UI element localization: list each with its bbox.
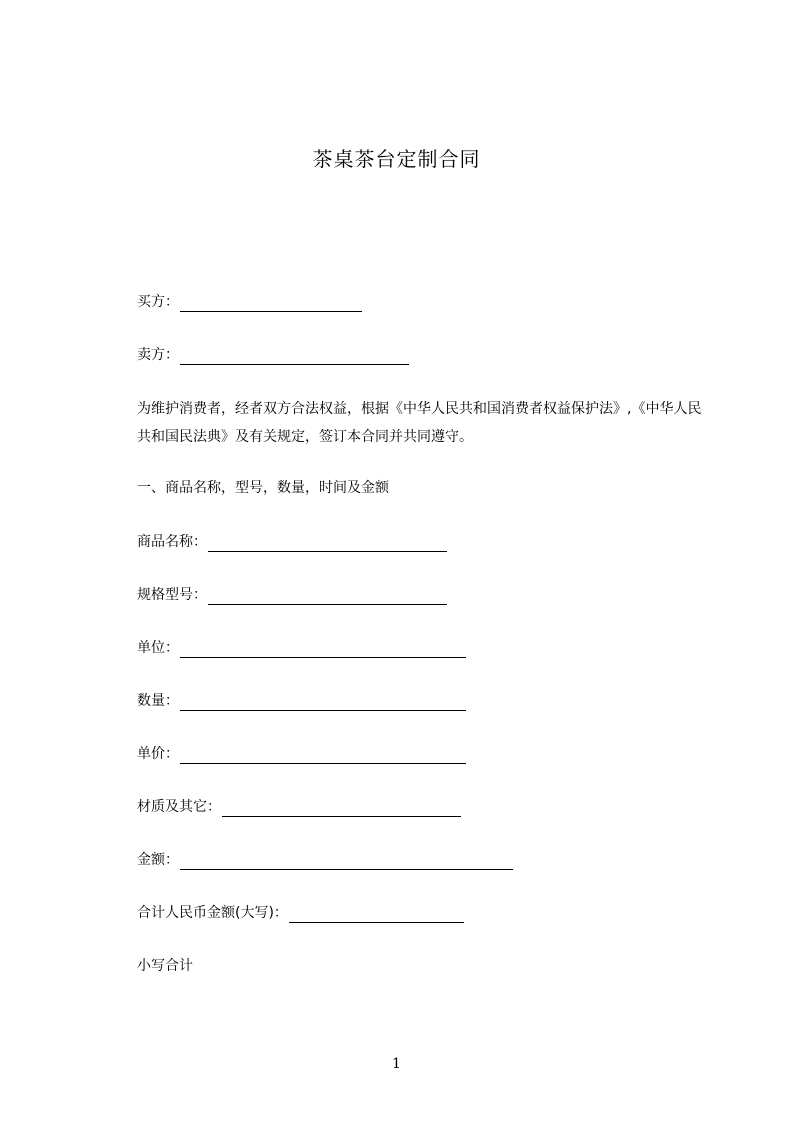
small-total-line <box>137 956 193 976</box>
quantity-blank[interactable] <box>180 696 466 711</box>
product-name-label: 商品名称： <box>137 534 207 550</box>
unit-blank[interactable] <box>180 643 466 658</box>
spec-model-line <box>137 585 447 605</box>
unit-price-label: 单价： <box>137 746 179 762</box>
material-blank[interactable] <box>222 802 461 817</box>
unit-price-blank[interactable] <box>180 749 466 764</box>
unit-label: 单位： <box>137 640 179 656</box>
preamble-paragraph <box>113 395 703 451</box>
small-total-label: 小写合计 <box>137 958 193 974</box>
buyer-blank[interactable] <box>180 297 362 312</box>
page-number: 1 <box>392 1056 401 1072</box>
seller-label: 卖方： <box>137 347 179 363</box>
material-label: 材质及其它： <box>137 799 221 815</box>
quantity-label: 数量： <box>137 693 179 709</box>
quantity-line <box>137 691 466 711</box>
unit-line <box>137 638 466 658</box>
seller-line <box>137 345 409 365</box>
product-name-line <box>137 532 447 552</box>
preamble-text: 为维护消费者，经者双方合法权益，根据《中华人民共和国消费者权益保护法》,《中华人民共和国民法典》及有关规定，签订本合同并共同遵守。 <box>137 401 702 445</box>
spec-model-blank[interactable] <box>208 590 447 605</box>
total-rmb-label: 合计人民币金额(大写)： <box>137 905 288 921</box>
total-rmb-blank[interactable] <box>289 908 464 923</box>
amount-line <box>137 850 513 870</box>
buyer-label: 买方： <box>137 294 179 310</box>
seller-blank[interactable] <box>180 350 409 365</box>
unit-price-line <box>137 744 466 764</box>
spec-model-label: 规格型号： <box>137 587 207 603</box>
buyer-line <box>137 292 362 312</box>
material-line <box>137 797 461 817</box>
contract-title: 茶桌茶台定制合同 <box>312 147 481 171</box>
product-name-blank[interactable] <box>208 537 447 552</box>
section1-heading-text: 一、商品名称，型号，数量，时间及金额 <box>137 480 389 496</box>
amount-label: 金额： <box>137 852 179 868</box>
amount-blank[interactable] <box>180 855 513 870</box>
total-rmb-line <box>137 903 464 923</box>
section1-heading <box>137 478 389 498</box>
